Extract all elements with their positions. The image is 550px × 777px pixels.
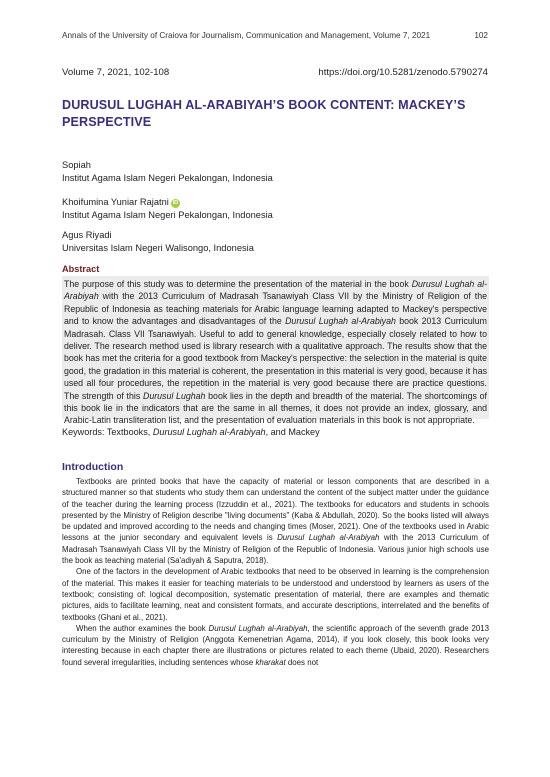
keywords: Keywords: Textbooks, Durusul Lughah al-Arabiyah, and Mackey [62,427,320,437]
orcid-icon[interactable]: iD [172,200,179,206]
citation-line [62,67,488,78]
introduction-heading: Introduction [62,461,124,473]
journal-name: Annals of the University of Craiova for Journalism, Communication and Management, Volume 7, 2021 [62,31,431,40]
page-number: 102 [474,31,488,40]
author-block-1 [62,159,492,184]
paragraph: One of the factors in the development of Arabic textbooks that need to be observed in learning is the comprehension of the material. This makes it easier for teaching materials to be understood and understood by learners as users of the textbook; consisting of: logical decomposition, systematic presentation of material, there are examples and thematic pictures, aids to facilitate learning, neat and consistent formats, and accurate descriptions, interrelated and the benefits of textbooks (Ghani et al., 2021). [62,567,489,622]
author-affiliation: Universitas Islam Negeri Walisongo, Indonesia [62,242,254,253]
author-block-3 [62,229,492,254]
paragraph: When the author examines the book Durusul Lughah al-Arabiyah, the scientific approach of the seventh grade 2013 curriculum by the Ministry of Religion (Anggota Kemenetrian Agama, 2014), if you look closely, this book looks very interesting because in each chapter there are illustrations or pictures related to each theme (Ubaid, 2020). Researchers found several irregularities, including sentences whose kharakat does not [62,623,489,667]
abstract-box [62,276,489,426]
paragraph: Textbooks are printed books that have the capacity of material or lesson components that are described in a structured manner so that students who study them can understand the content of the subject matter under the guidance of the teacher during the learning process (Izzuddin et al., 2021). The textbooks for educators and students in schools presented by the Ministry of Religion describe "living documents" (Kaba & Abdullah, 2020). So the books listed will always be updated and improved according to the needs and changing times (Moser, 2021). One of the textbooks used in Arabic lessons at the junior secondary and equivalent levels is Durusul Lughah al-Arabiyah with the 2013 Curriculum of Madrasah Tsanawiyah Class VII by the Ministry of Religion of the Republic of Indonesia. Various junior high schools use the book as teaching material (Sa'adiyah & Saputra, 2018). [62,477,489,566]
author-name: Agus Riyadi [62,230,112,240]
volume-info: Volume 7, 2021, 102-108 [62,67,170,78]
abstract-heading: Abstract [62,264,100,274]
abstract-text: The purpose of this study was to determine the presentation of the material in the book Durusul Lughah al-Arabiyah with the 2013 Curriculum of Madrasah Tsanawiyah Class VII by the Ministry of Religion of the Republic of Indonesia as teaching materials for Arabic language learning adapted to Mackey's perspective and to know the advantages and disadvantages of the Durusul Lughah al-Arabiyah book 2013 Curriculum Madrasah. Class VII Tsanawiyah. Useful to add to general knowledge, especially closely related to how to deliver. The research method used is library research with a qualitative approach. The results show that the book has met the criteria for a good textbook from Mackey's perspective: the selection in the material is quite good, the gradation in this material is coherent, the presentation in this material is very good, because it has used all four procedures, the repetition in the material is very good because there are practice questions. The strength of this Durusul Lughah book lies in the depth and breadth of the material. The shortcomings of this book lie in the indicators that are the same in all themes, it does not provide an index, glossary, and Arabic-Latin transliteration list, and the presentation of evaluation materials in this book is not appropriate. [64,279,487,426]
author-affiliation: Institut Agama Islam Negeri Pekalongan, Indonesia [62,209,273,220]
paper-title: DURUSUL LUGHAH AL-ARABIYAH’S BOOK CONTENT: MACKEY’S PERSPECTIVE [62,98,466,129]
author-name: Sopiah [62,160,91,170]
running-header [62,31,488,40]
introduction-body [62,476,489,668]
doi-link[interactable]: https://doi.org/10.5281/zenodo.5790274 [318,67,488,78]
author-block-2 [62,196,492,221]
author-name: Khoifumina Yuniar Rajatni [62,197,169,207]
author-affiliation: Institut Agama Islam Negeri Pekalongan, Indonesia [62,172,273,183]
